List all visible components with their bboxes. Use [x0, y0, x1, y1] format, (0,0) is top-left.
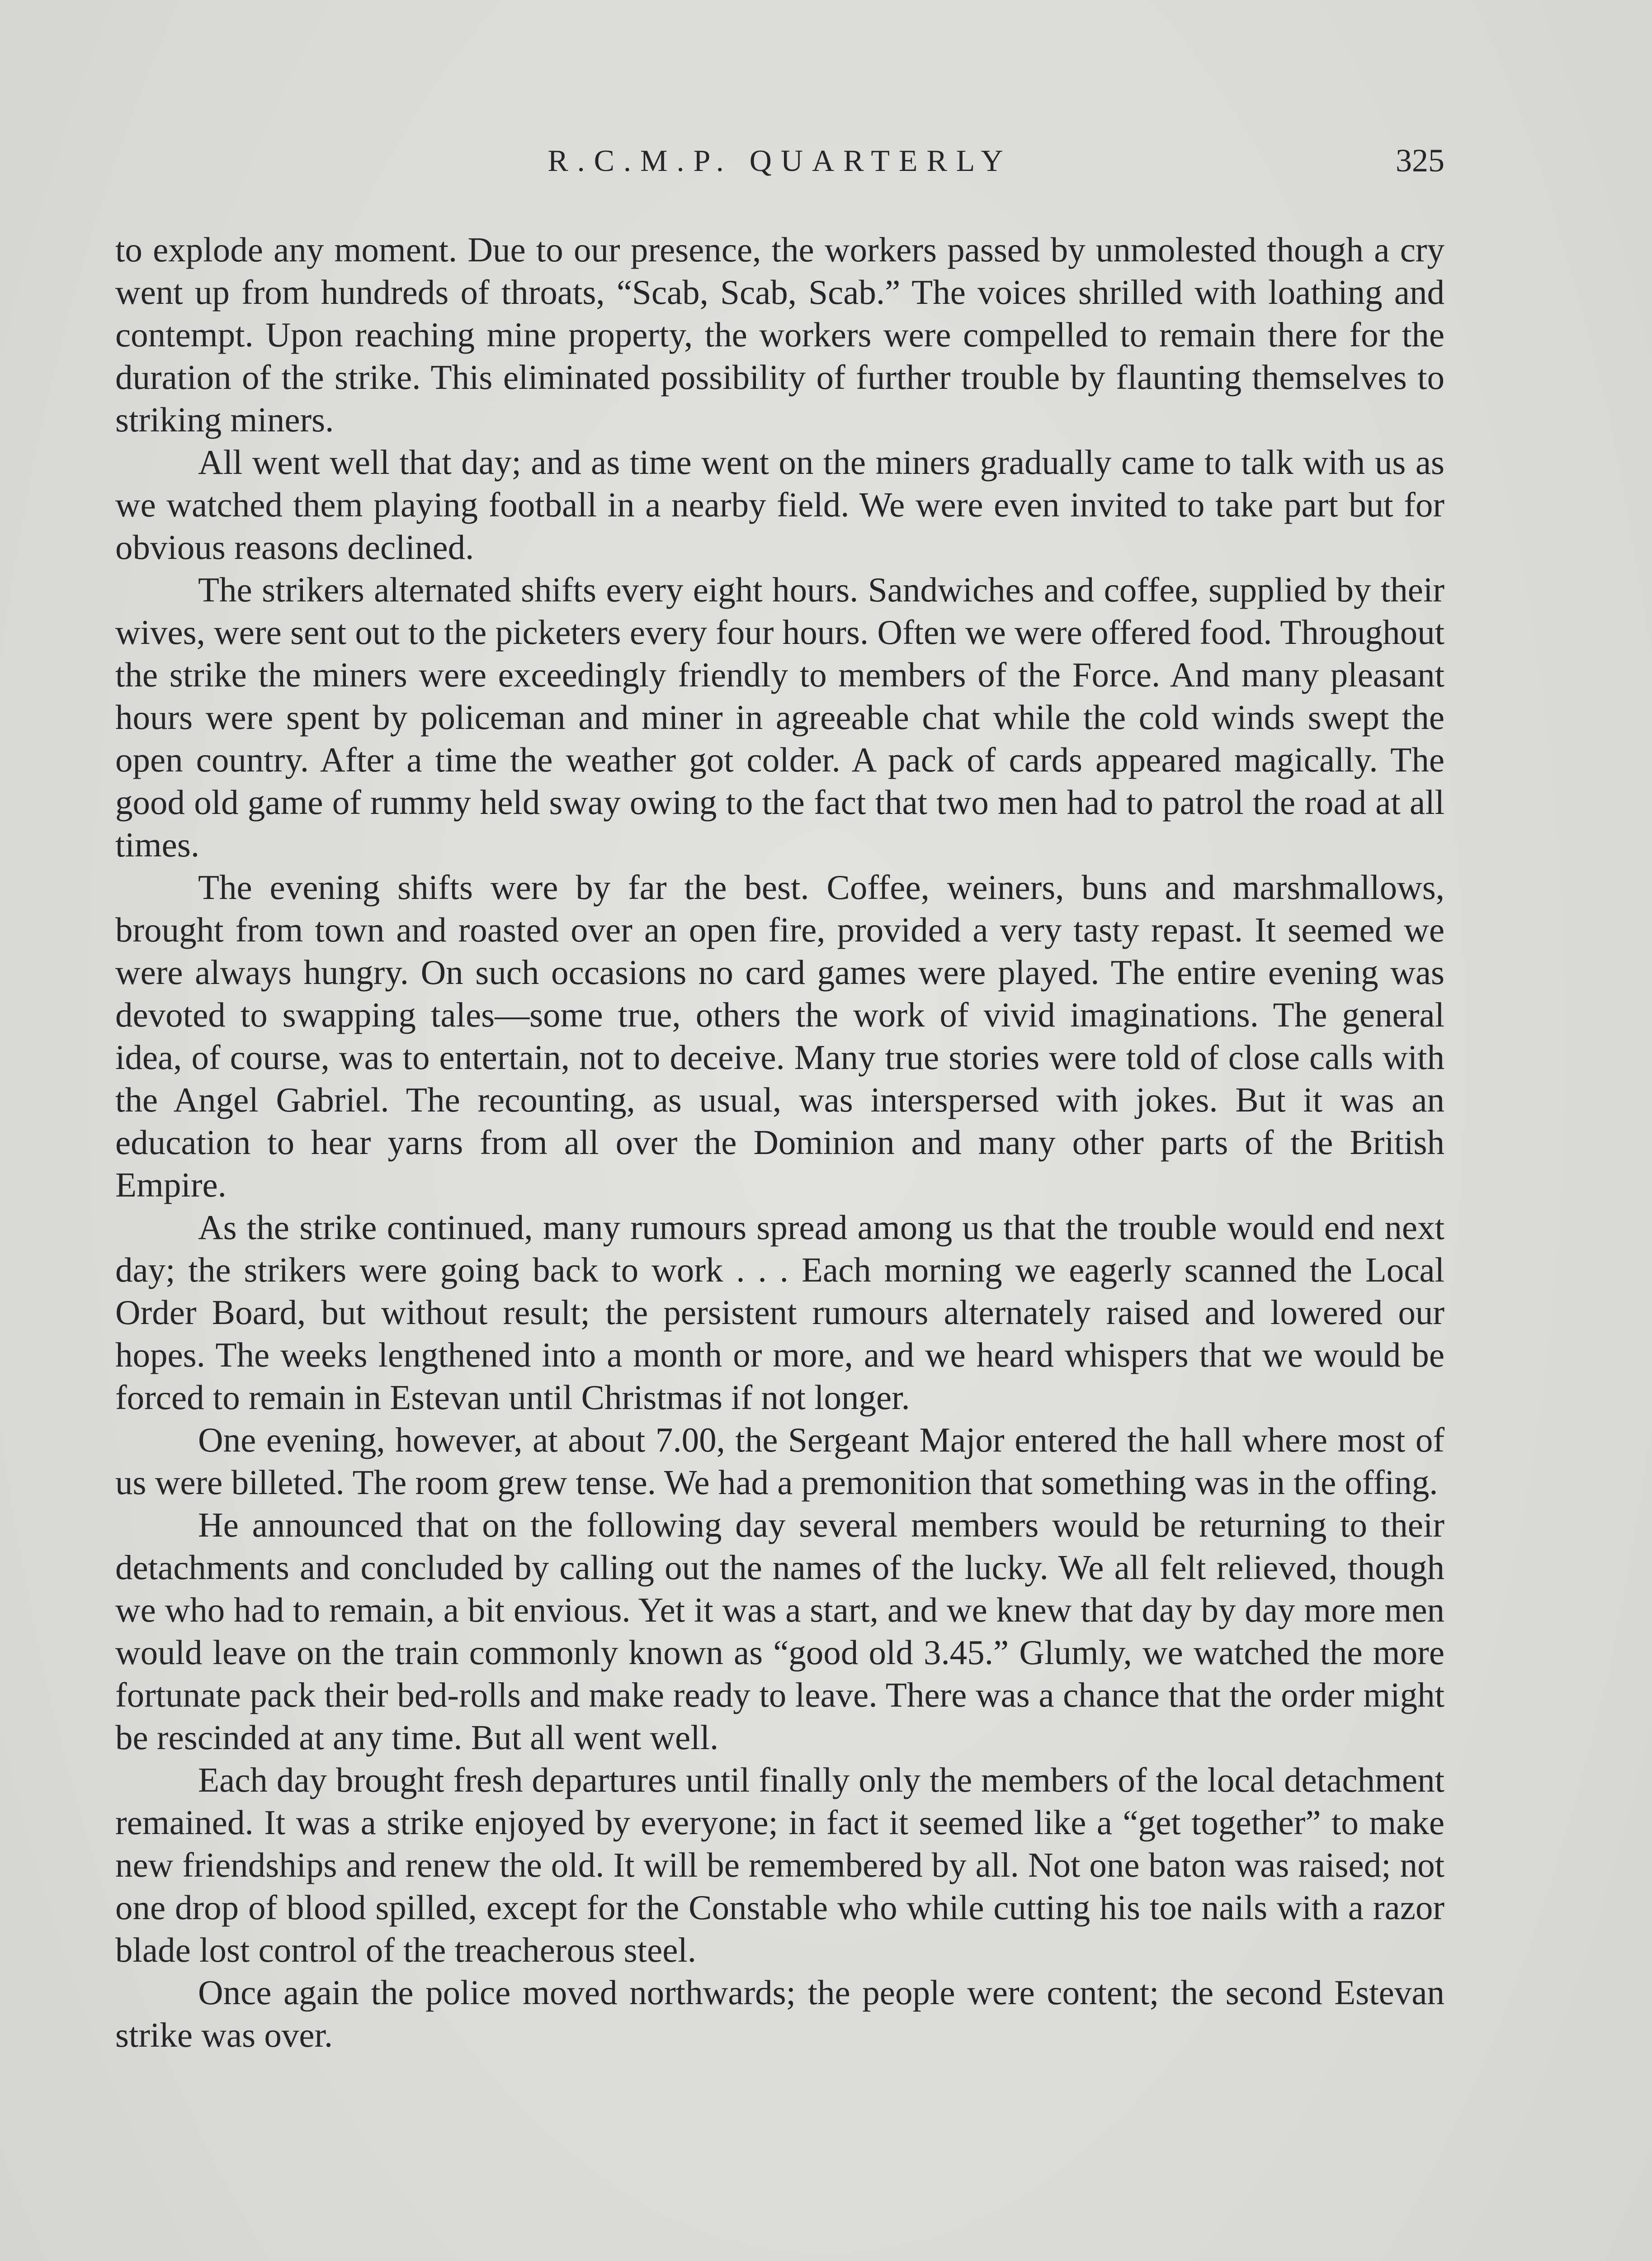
running-head [115, 140, 1444, 181]
article-body [115, 228, 1444, 2056]
paragraph-7: He announced that on the following day several members would be returning to their detachments and concluded by calling out the names of the lucky. We all felt relieved, though we who had to remain, a bit envious. Yet it was a start, and we knew that day by day more men would leave on the train commonly known as “good old 3.45.” Glumly, we watched the more fortunate pack their bed-rolls and make ready to leave. There was a chance that the order might be rescinded at any time. But all went well. [115, 1505, 1444, 1757]
paragraph-3: The strikers alternated shifts every eight hours. Sandwiches and coffee, supplied by their wives, were sent out to the picketers every four hours. Often we were offered food. Throughout the strike the miners were exceedingly friendly to members of the Force. And many pleasant hours were spent by policeman and miner in agreeable chat while the cold winds swept the open country. After a time the weather got colder. A pack of cards appeared magically. The good old game of rummy held sway owing to the fact that two men had to patrol the road at all times. [115, 570, 1444, 864]
paragraph-2: All went well that day; and as time went on the miners gradually came to talk with us as we watched them playing football in a nearby field. We were even invited to take part but for obvious reasons declined. [115, 443, 1444, 567]
paragraph-8: Each day brought fresh departures until finally only the members of the local detachment remained. It was a strike enjoyed by everyone; in fact it seemed like a “get together” to make new friendships and renew the old. It will be remembered by all. Not one baton was raised; not one drop of blood spilled, except for the Constable who while cutting his toe nails with a razor blade lost control of the treacherous steel. [115, 1760, 1444, 1969]
journal-title: R.C.M.P. QUARTERLY [548, 143, 1012, 178]
page-number: 325 [1396, 142, 1444, 179]
paragraph-5: As the strike continued, many rumours spread among us that the trouble would end next day; the strikers were going back to work . . . Each morning we eagerly scanned the Local Order Board, but without result; the persistent rumours alternately raised and lowered our hopes. The weeks lengthened into a month or more, and we heard whispers that we would be forced to remain in Estevan until Christmas if not longer. [115, 1208, 1444, 1417]
paragraph-4: The evening shifts were by far the best. Coffee, weiners, buns and marshmallows, brought from town and roasted over an open fire, provided a very tasty repast. It seemed we were always hungry. On such occasions no card games were played. The entire evening was devoted to swapping tales—some true, others the work of vivid imaginations. The general idea, of course, was to entertain, not to deceive. Many true stories were told of close calls with the Angel Gabriel. The recounting, as usual, was interspersed with jokes. But it was an education to hear yarns from all over the Dominion and many other parts of the British Empire. [115, 868, 1444, 1204]
paragraph-6: One evening, however, at about 7.00, the Sergeant Major entered the hall where most of us were billeted. The room grew tense. We had a premonition that something was in the offing. [115, 1420, 1444, 1502]
paragraph-9: Once again the police moved northwards; the people were content; the second Estevan strike was over. [115, 1973, 1444, 2054]
paragraph-1: to explode any moment. Due to our presence, the workers passed by unmolested though a cry went up from hundreds of throats, “Scab, Scab, Scab.” The voices shrilled with loathing and contempt. Upon reaching mine property, the workers were compelled to remain there for the duration of the strike. This eliminated possibility of further trouble by flaunting themselves to striking miners. [115, 230, 1444, 439]
